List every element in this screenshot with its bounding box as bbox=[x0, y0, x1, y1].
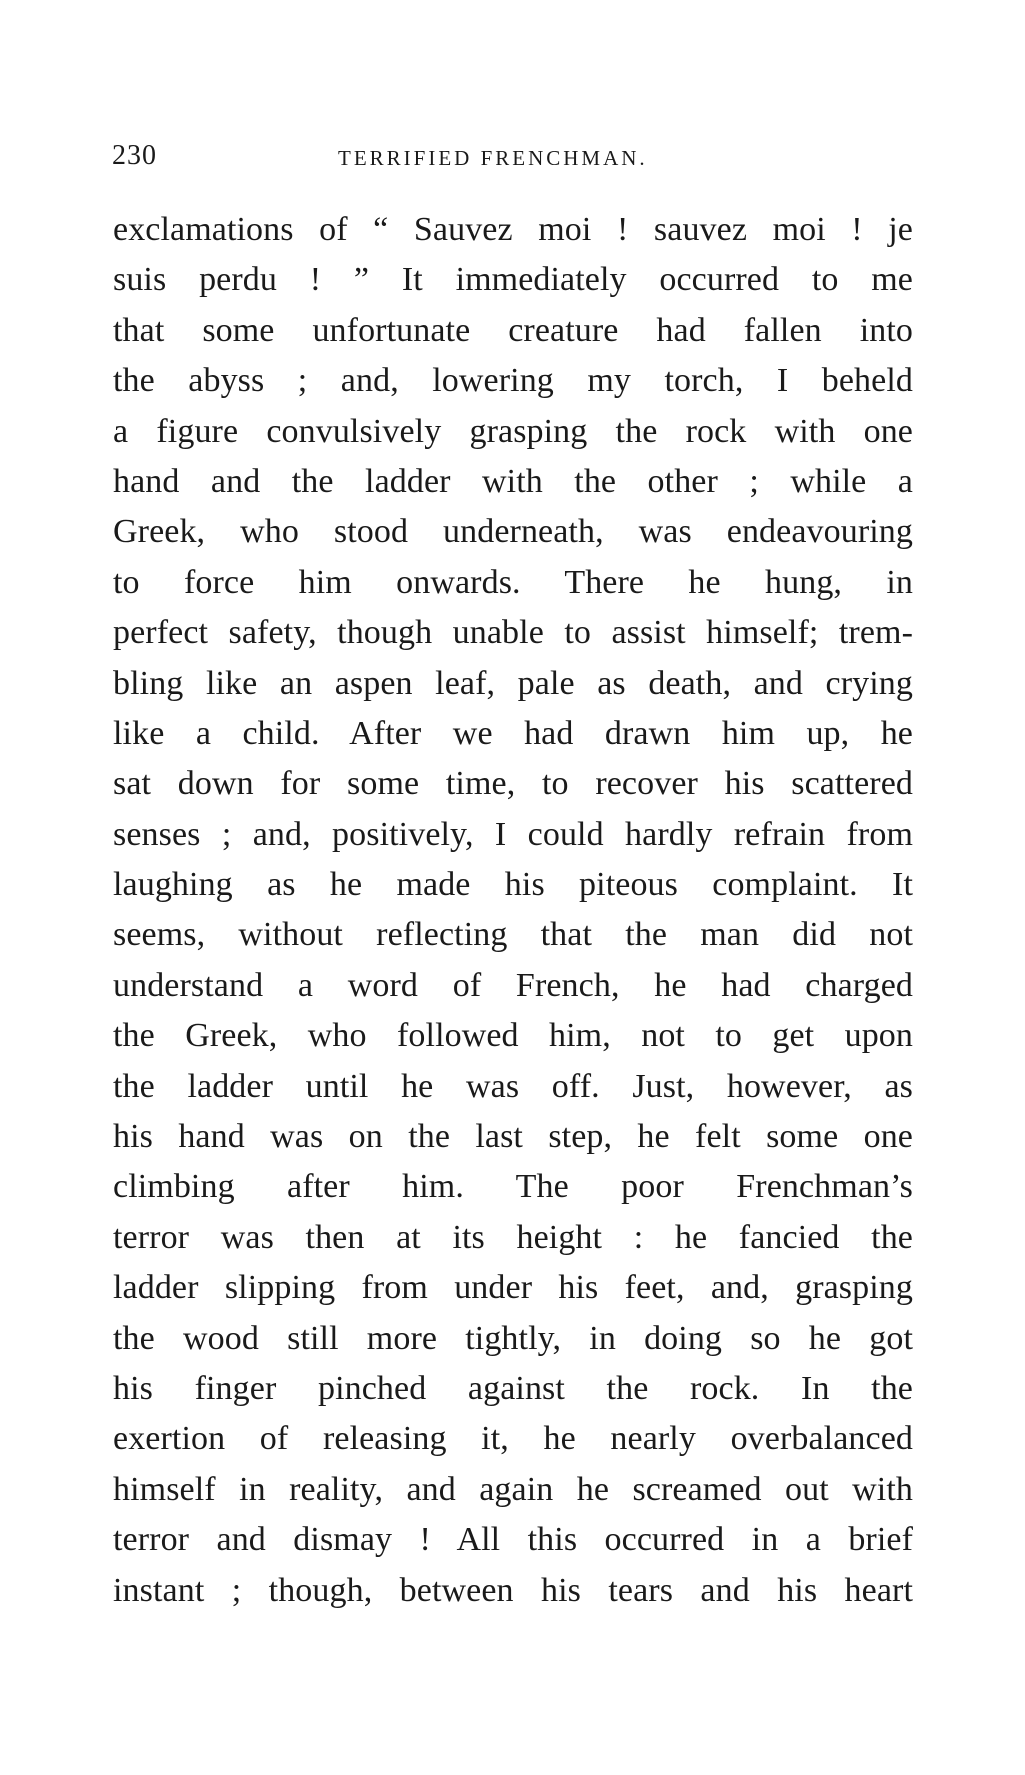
text-line: the Greek, who followed him, not to get upon bbox=[113, 1017, 913, 1055]
text-line: perfect safety, though unable to assist himself; trem- bbox=[113, 614, 913, 652]
text-line: sat down for some time, to recover his scattered bbox=[113, 765, 913, 803]
text-line: the ladder until he was off. Just, however, as bbox=[113, 1067, 913, 1105]
text-line: that some unfortunate creature had fallen into bbox=[113, 311, 913, 349]
text-line: senses ; and, positively, I could hardly refrain from bbox=[113, 815, 913, 853]
text-line: ladder slipping from under his feet, and, grasping bbox=[113, 1269, 913, 1307]
text-line: to force him onwards. There he hung, in bbox=[113, 563, 913, 601]
text-line: terror was then at its height : he fancied the bbox=[113, 1218, 913, 1256]
text-line: exclamations of “ Sauvez moi ! sauvez moi ! je bbox=[113, 211, 913, 248]
text-line: bling like an aspen leaf, pale as death, and crying bbox=[113, 664, 913, 702]
text-line: himself in reality, and again he screamed out with bbox=[113, 1470, 913, 1508]
text-line: like a child. After we had drawn him up, he bbox=[113, 714, 913, 752]
text-line: the wood still more tightly, in doing so he got bbox=[113, 1319, 913, 1357]
text-line: understand a word of French, he had charged bbox=[113, 966, 913, 1004]
text-line: his hand was on the last step, he felt some one bbox=[113, 1118, 913, 1156]
text-line: Greek, who stood underneath, was endeavouring bbox=[113, 513, 913, 551]
text-line: laughing as he made his piteous complaint. It bbox=[113, 866, 913, 904]
text-line: hand and the ladder with the other ; while a bbox=[113, 462, 913, 500]
text-line: suis perdu ! ” It immediately occurred to me bbox=[113, 261, 913, 299]
text-line: the abyss ; and, lowering my torch, I beheld bbox=[113, 362, 913, 400]
text-line: terror and dismay ! All this occurred in a brief bbox=[113, 1521, 913, 1559]
text-line: a figure convulsively grasping the rock with one bbox=[113, 412, 913, 450]
text-line: seems, without reflecting that the man did not bbox=[113, 916, 913, 954]
body-text bbox=[113, 205, 913, 1616]
text-line: exertion of releasing it, he nearly overbalanced bbox=[113, 1420, 913, 1458]
text-line: climbing after him. The poor Frenchman’s bbox=[113, 1168, 913, 1206]
page-number: 230 bbox=[112, 140, 157, 171]
text-line: his finger pinched against the rock. In the bbox=[113, 1369, 913, 1407]
running-head bbox=[112, 138, 832, 178]
running-title: TERRIFIED FRENCHMAN. bbox=[338, 146, 648, 170]
text-line: instant ; though, between his tears and his heart bbox=[113, 1571, 913, 1609]
